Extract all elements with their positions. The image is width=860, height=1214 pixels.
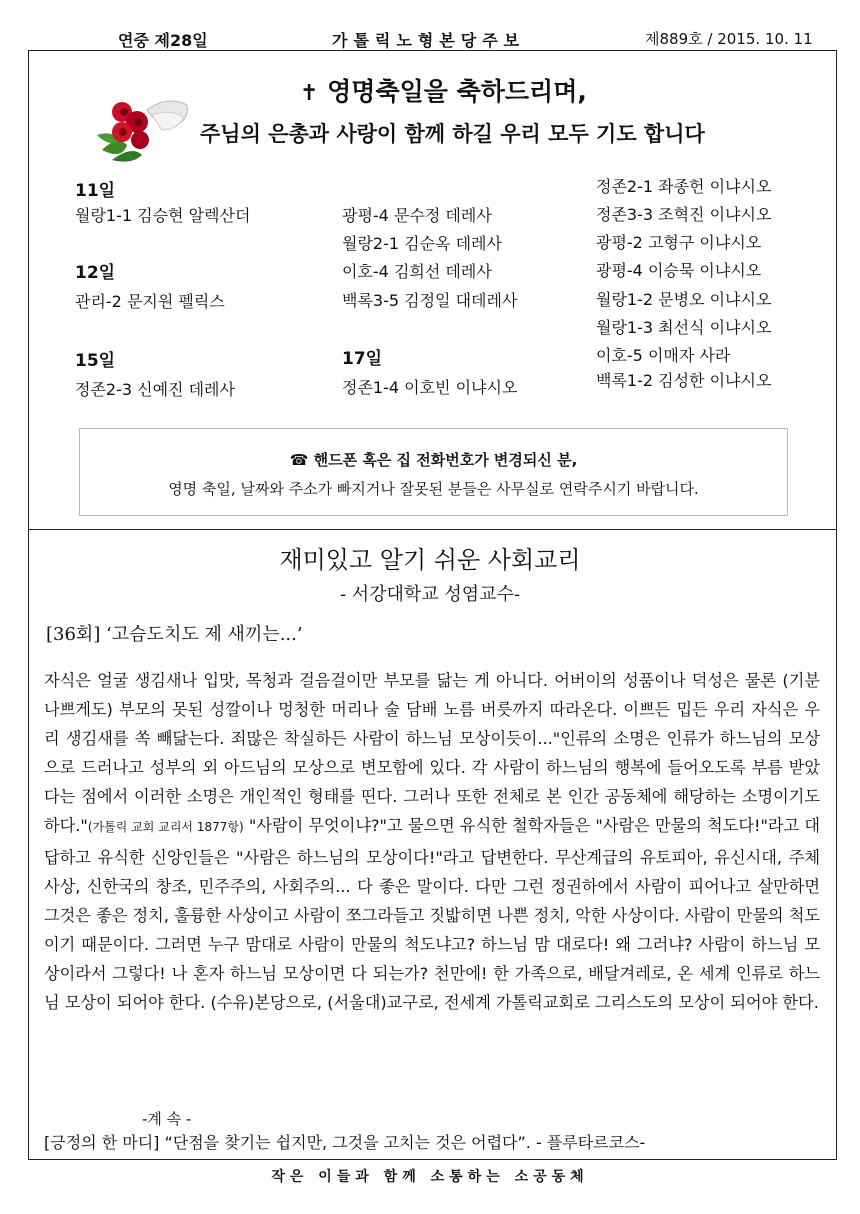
name-entry: 월랑1-2 문병오 이냐시오 bbox=[596, 290, 772, 309]
bulletin-header bbox=[0, 0, 860, 50]
name-entry: 광평-2 고형구 이냐시오 bbox=[596, 233, 762, 252]
name-entry: 정존1-4 이호빈 이냐시오 bbox=[342, 378, 518, 397]
article-episode: [36회] ‘고슴도치도 제 새끼는...’ bbox=[46, 624, 303, 645]
day-label-15: 15일 bbox=[75, 351, 116, 371]
notice-body: 영명 축일, 날짜와 주소가 빠지거나 잘못된 분들은 사무실로 연락주시기 바랍니다. bbox=[168, 480, 699, 498]
name-entry: 이호-4 김희선 데레사 bbox=[342, 262, 492, 281]
article-body-part1: 자식은 얼굴 생김새나 입맛, 목청과 걸음걸이만 부모를 닮는 게 아니다. 어버이의 성품이나 덕성은 물론 (기분 나쁘게도) 부모의 못된 성깔이나 멍청한 머리나 술 담배 노름 버릇까지 따라온다. 이쁘든 밉든 우리 자식은 우리 생김새를 쏙 빼닮는다. 죄많은 착실하든 사람이 하느님 모상이듯이..."인류의 소명은 인류가 하느님의 모상으로 드러나고 성부의 외 아드님의 모상으로 변모함에 있다. 각 사람이 하느님의 행복에 들어오도록 부름 받았다는 점에서 이러한 소명은 개인적인 형태를 띤다. 그러나 또한 전체로 본 인간 공동체에 해당하는 소명이기도 하다." bbox=[44, 671, 820, 836]
name-entry: 이호-5 이매자 사라 bbox=[596, 346, 731, 365]
phone-change-notice bbox=[79, 428, 788, 516]
notice-title: 핸드폰 혹은 집 전화번호가 변경되신 분, bbox=[313, 451, 578, 469]
name-entry: 백록1-2 김성한 이냐시오 bbox=[596, 371, 772, 390]
issue-number-date: 제889호 / 2015. 10. 11 bbox=[645, 30, 813, 48]
name-entry: 광평-4 이승묵 이냐시오 bbox=[596, 261, 762, 280]
bulletin-footer-motto: 작은 이들과 함께 소통하는 소공동체 bbox=[271, 1169, 589, 1185]
feast-subtitle: 주님의 은총과 사랑이 함께 하길 우리 모두 기도 합니다 bbox=[200, 122, 705, 146]
name-entry: 정존3-3 조혁진 이냐시오 bbox=[596, 205, 772, 224]
cross-icon: ✝ bbox=[300, 81, 319, 106]
day-label-12: 12일 bbox=[75, 263, 116, 283]
day-label-17: 17일 bbox=[342, 349, 383, 369]
rose-bouquet-icon bbox=[92, 90, 192, 165]
day-label-11: 11일 bbox=[75, 181, 116, 201]
name-entry: 월랑1-3 최선식 이냐시오 bbox=[596, 318, 772, 337]
liturgical-week: 연중 제28일 bbox=[118, 31, 208, 50]
name-entry: 광평-4 문수정 데레사 bbox=[342, 206, 492, 225]
article-title: 재미있고 알기 쉬운 사회교리 bbox=[279, 546, 581, 574]
name-entry: 정존2-3 신예진 데레사 bbox=[75, 380, 235, 399]
telephone-icon: ☎ bbox=[289, 451, 309, 469]
catechism-citation: (가톨릭 교회 교리서 1877항) bbox=[87, 820, 244, 835]
name-entry: 백록3-5 김정일 대데레사 bbox=[342, 291, 518, 310]
positive-quote: [긍정의 한 마디] “단점을 찾기는 쉽지만, 그것을 고치는 것은 어렵다”. - 플루타르코스- bbox=[44, 1133, 646, 1152]
article-body bbox=[44, 666, 820, 1017]
name-entry: 관리-2 문지원 펠릭스 bbox=[75, 292, 225, 311]
article-author: - 서강대학교 성염교수- bbox=[339, 584, 521, 605]
name-entry: 월랑2-1 김순옥 데레사 bbox=[342, 234, 502, 253]
bulletin-name: 가톨릭노형본당주보 bbox=[332, 31, 526, 50]
article-body-part2: "사람이 무엇이냐?"고 물으면 유식한 철학자들은 "사람은 만물의 척도다!"라고 대답하고 유식한 신앙인들은 "사람은 하느님의 모상이다!"라고 답변한다. 무산계급의 유토피아, 유신시대, 주체사상, 신한국의 창조, 민주주의, 사회주의... 다 좋은 말이다. 다만 그런 정권하에서 사람이 피어나고 살만하면 그것은 좋은 정치, 훌륭한 사상이고 사람이 쪼그라들고 짓밟히면 나쁜 정치, 악한 사상이다. 사람이 만물의 척도이기 때문이다. 그러면 누구 맘대로 사람이 만물의 척도냐고? 하느님 맘 대로다! 왜 그러냐? 사람이 하느님 모상이라서 그렇다! 나 혼자 하느님 모상이면 다 되는가? 천만에! 한 가족으로, 배달겨레로, 온 세계 인류로 하느님 모상이 되어야 한다. (수유)본당으로, (서울대)교구로, 전세계 가톨릭교회로 그리스도의 모상이 되어야 한다. bbox=[44, 816, 820, 1013]
continued-label: -계 속 - bbox=[142, 1110, 192, 1128]
name-entry: 정존2-1 좌종헌 이냐시오 bbox=[596, 177, 772, 196]
name-entry: 월랑1-1 김승현 알렉산더 bbox=[75, 206, 251, 225]
feast-title: ✝ 영명축일을 축하드리며, bbox=[300, 77, 587, 106]
